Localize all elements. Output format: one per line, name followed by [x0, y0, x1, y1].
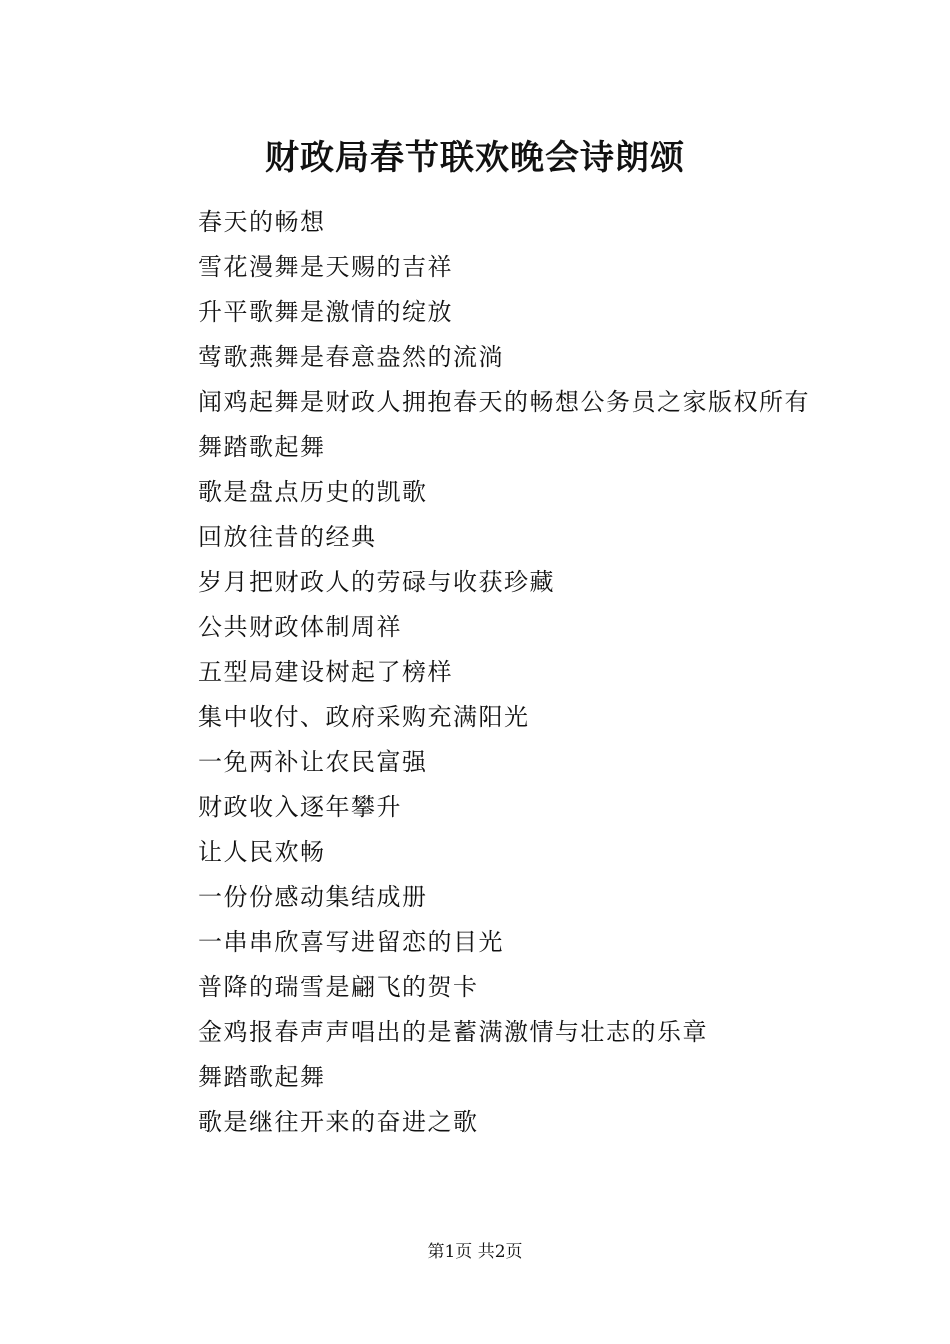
poem-line: 莺歌燕舞是春意盎然的流淌	[198, 343, 504, 371]
document-title: 财政局春节联欢晚会诗朗颂	[265, 138, 685, 178]
poem-line: 财政收入逐年攀升	[198, 793, 402, 821]
poem-line: 一串串欣喜写进留恋的目光	[198, 928, 504, 956]
poem-line: 雪花漫舞是天赐的吉祥	[198, 253, 453, 281]
poem-line: 集中收付、政府采购充满阳光	[198, 703, 530, 731]
poem-line: 一份份感动集结成册	[198, 883, 428, 911]
poem-line: 舞踏歌起舞	[198, 1063, 326, 1091]
poem-line: 普降的瑞雪是翩飞的贺卡	[198, 973, 479, 1001]
poem-line: 五型局建设树起了榜样	[198, 658, 453, 686]
poem-line: 让人民欢畅	[198, 838, 326, 866]
poem-line: 舞踏歌起舞	[198, 433, 326, 461]
poem-line: 歌是盘点历史的凯歌	[198, 478, 428, 506]
page-footer: 第1页 共2页	[427, 1242, 523, 1262]
poem-line: 公共财政体制周祥	[198, 613, 402, 641]
poem-line: 春天的畅想	[198, 208, 326, 236]
poem-line: 回放往昔的经典	[198, 523, 377, 551]
poem-body	[146, 200, 811, 1145]
poem-line: 金鸡报春声声唱出的是蓄满激情与壮志的乐章	[198, 1018, 708, 1046]
poem-line: 一免两补让农民富强	[198, 748, 428, 776]
poem-line: 岁月把财政人的劳碌与收获珍藏	[198, 568, 555, 596]
poem-line: 闻鸡起舞是财政人拥抱春天的畅想公务员之家版权所有	[198, 388, 810, 416]
poem-line: 升平歌舞是激情的绽放	[198, 298, 453, 326]
poem-line: 歌是继往开来的奋进之歌	[198, 1108, 479, 1136]
